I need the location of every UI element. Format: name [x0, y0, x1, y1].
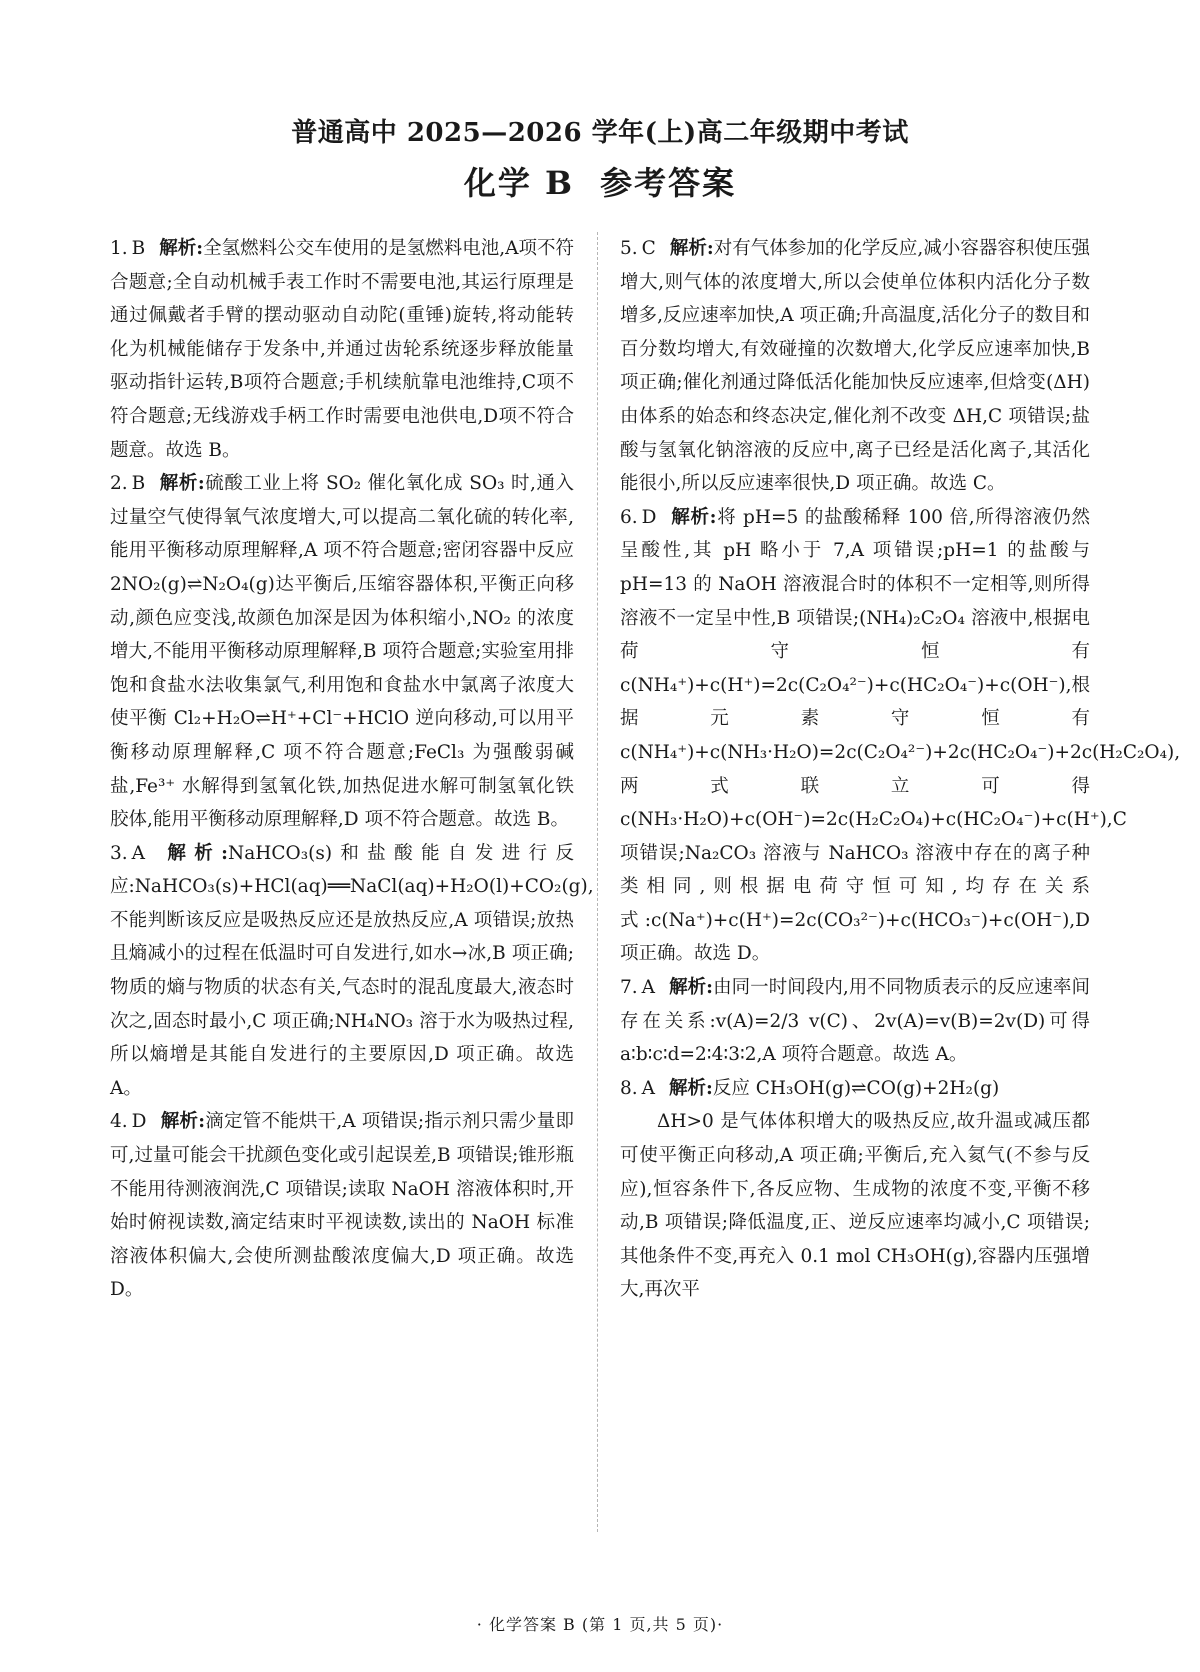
analysis-keyword: 解析: [669, 1077, 713, 1099]
analysis-keyword: 解析: [669, 238, 714, 259]
analysis-keyword: 解析: [159, 842, 229, 864]
item-explanation: 将 pH=5 的盐酸稀释 100 倍,所得溶液仍然呈酸性,其 pH 略小于 7,A 项错误;pH=1 的盐酸与 pH=13 的 NaOH 溶液混合时的体积不一定相等,则所得溶液不一定呈中性,B 项错误;(NH₄)₂C₂O₄ 溶液中,根据电荷守恒有 c(NH₄⁺)+c(H⁺)=2c(C₂O₄²⁻)+c(HC₂O₄⁻)+c(OH⁻),根据元素守恒有 c(NH₄⁺)+c(NH₃·H₂O)=2c(C₂O₄²⁻)+2c(HC₂O₄⁻)+2c(H₂C₂O₄),两式联立可得 c(NH₃·H₂O)+c(OH⁻)=2c(H₂C₂O₄)+c(HC₂O₄⁻)+c(H⁺),C 项错误;Na₂CO₃ 溶液与 NaHCO₃ 溶液中存在的离子种类相同,则根据电荷守恒可知,均存在关系式:c(Na⁺)+c(H⁺)=2c(CO₃²⁻)+c(HCO₃⁻)+c(OH⁻),D 项正确。故选 D。 [620, 506, 1181, 965]
analysis-keyword: 解析: [669, 977, 714, 999]
analysis-keyword: 解析: [159, 473, 205, 495]
item-explanation: 全氢燃料公交车使用的是氢燃料电池,A项不符合题意;全自动机械手表工作时不需要电池,其运行原理是通过佩戴者手臂的摆动驱动自动陀(重锤)旋转,将动能转化为机械能储存于发条中,并通过齿轮系统逐步释放能量驱动指针运转,B项符合题意;手机续航靠电池维持,C项不符合题意;无线游戏手柄工作时需要电池供电,D项不符合题意。故选 B。 [110, 238, 574, 461]
page-title: 普通高中 2025—2026 学年(上)高二年级期中考试 [291, 118, 909, 148]
item-answer: A [641, 977, 656, 999]
item-answer: B [131, 238, 146, 259]
answer-item-5 [620, 232, 1090, 501]
item-number: 5. [620, 238, 638, 259]
item-answer: B [131, 473, 146, 495]
answer-item-7 [620, 971, 1090, 1072]
column-divider [597, 232, 598, 1532]
item-number: 3. [110, 842, 128, 864]
page-subtitle [0, 158, 1200, 204]
subject-label: 化学 B [463, 164, 575, 202]
item-answer: D [641, 506, 657, 528]
analysis-keyword: 解析: [670, 506, 717, 528]
item-explanation: 由同一时间段内,用不同物质表示的反应速率间存在关系:v(A)=2/3 v(C)、2v(A)=v(B)=2v(D)可得 a∶b∶c∶d=2∶4∶3∶2,A 项符合题意。故选 A。 [620, 977, 1090, 1066]
item-number: 4. [110, 1111, 128, 1133]
item-answer: A [641, 1077, 656, 1099]
item-answer: A [131, 842, 146, 864]
item-explanation: 对有气体参加的化学反应,减小容器容积使压强增大,则气体的浓度增大,所以会使单位体积内活化分子数增多,反应速率加快,A 项正确;升高温度,活化分子的数目和百分数均增大,有效碰撞的次数增大,化学反应速率加快,B 项正确;催化剂通过降低活化能加快反应速率,但焓变(ΔH)由体系的始态和终态决定,催化剂不改变 ΔH,C 项错误;盐酸与氢氧化钠溶液的反应中,离子已经是活化离子,其活化能很小,所以反应速率很快,D 项正确。故选 C。 [620, 238, 1090, 495]
answer-item-3 [110, 837, 594, 1106]
item-explanation: 滴定管不能烘干,A 项错误;指示剂只需少量即可,过量可能会干扰颜色变化或引起误差,B 项错误;锥形瓶不能用待测液润洗,C 项错误;读取 NaOH 溶液体积时,开始时俯视读数,滴定结束时平视读数,读出的 NaOH 标准溶液体积偏大,会使所测盐酸浓度偏大,D 项正确。故选 D。 [110, 1111, 574, 1301]
answer-item-6 [620, 501, 1181, 971]
item-number: 7. [620, 977, 638, 999]
page-footer: · 化学答案 B (第 1 页,共 5 页)· [476, 1615, 724, 1634]
item-answer: C [641, 238, 656, 259]
analysis-keyword: 解析: [159, 238, 204, 259]
item-explanation: NaHCO₃(s)和盐酸能自发进行反应:NaHCO₃(s)+HCl(aq)══NaCl(aq)+H₂O(l)+CO₂(g),不能判断该反应是吸热反应还是放热反应,A 项错误;放热且熵减小的过程在低温时可自发进行,如水→冰,B 项正确;物质的熵与物质的状态有关,气态时的混乱度最大,液态时次之,固态时最小,C 项正确;NH₄NO₃ 溶于水为吸热过程,所以熵增是其能自发进行的主要原因,D 项正确。故选 A。 [110, 842, 594, 1099]
item-number: 6. [620, 506, 638, 528]
item-explanation-continued: ΔH>0 是气体体积增大的吸热反应,故升温或减压都可使平衡正向移动,A 项正确;平衡后,充入氦气(不参与反应),恒容条件下,各反应物、生成物的浓度不变,平衡不移动,B 项错误;降低温度,正、逆反应速率均减小,C 项错误;其他条件不变,再充入 0.1 mol CH₃OH(g),容器内压强增大,再次平 [620, 1111, 1090, 1301]
item-answer: D [131, 1111, 147, 1133]
analysis-keyword: 解析: [160, 1111, 206, 1133]
answer-key-label: 参考答案 [600, 164, 737, 202]
item-explanation: 硫酸工业上将 SO₂ 催化氧化成 SO₃ 时,通入过量空气使得氧气浓度增大,可以提高二氧化硫的转化率,能用平衡移动原理解释,A 项不符合题意;密闭容器中反应 2NO₂(g)⇌N₂O₄(g)达平衡后,压缩容器体积,平衡正向移动,颜色应变浅,故颜色加深是因为体积缩小,NO₂ 的浓度增大,不能用平衡移动原理解释,B 项符合题意;实验室用排饱和食盐水法收集氯气,利用饱和食盐水中氯离子浓度大使平衡 Cl₂+H₂O⇌H⁺+Cl⁻+HClO 逆向移动,可以用平衡移动原理解释,C 项不符合题意;FeCl₃ 为强酸弱碱盐,Fe³⁺ 水解得到氢氧化铁,加热促进水解可制氢氧化铁胶体,能用平衡移动原理解释,D 项不符合题意。故选 B。 [110, 473, 574, 831]
right-column [620, 232, 1181, 1532]
answer-item-2 [110, 467, 574, 837]
item-number: 1. [110, 238, 128, 259]
answer-item-4 [110, 1105, 574, 1307]
item-explanation: 反应 CH₃OH(g)⇌CO(g)+2H₂(g) [712, 1077, 1000, 1099]
item-number: 8. [620, 1077, 638, 1099]
left-column [110, 232, 594, 1532]
item-number: 2. [110, 473, 128, 495]
answer-item-8 [620, 1072, 1090, 1307]
answer-item-1 [110, 232, 574, 467]
